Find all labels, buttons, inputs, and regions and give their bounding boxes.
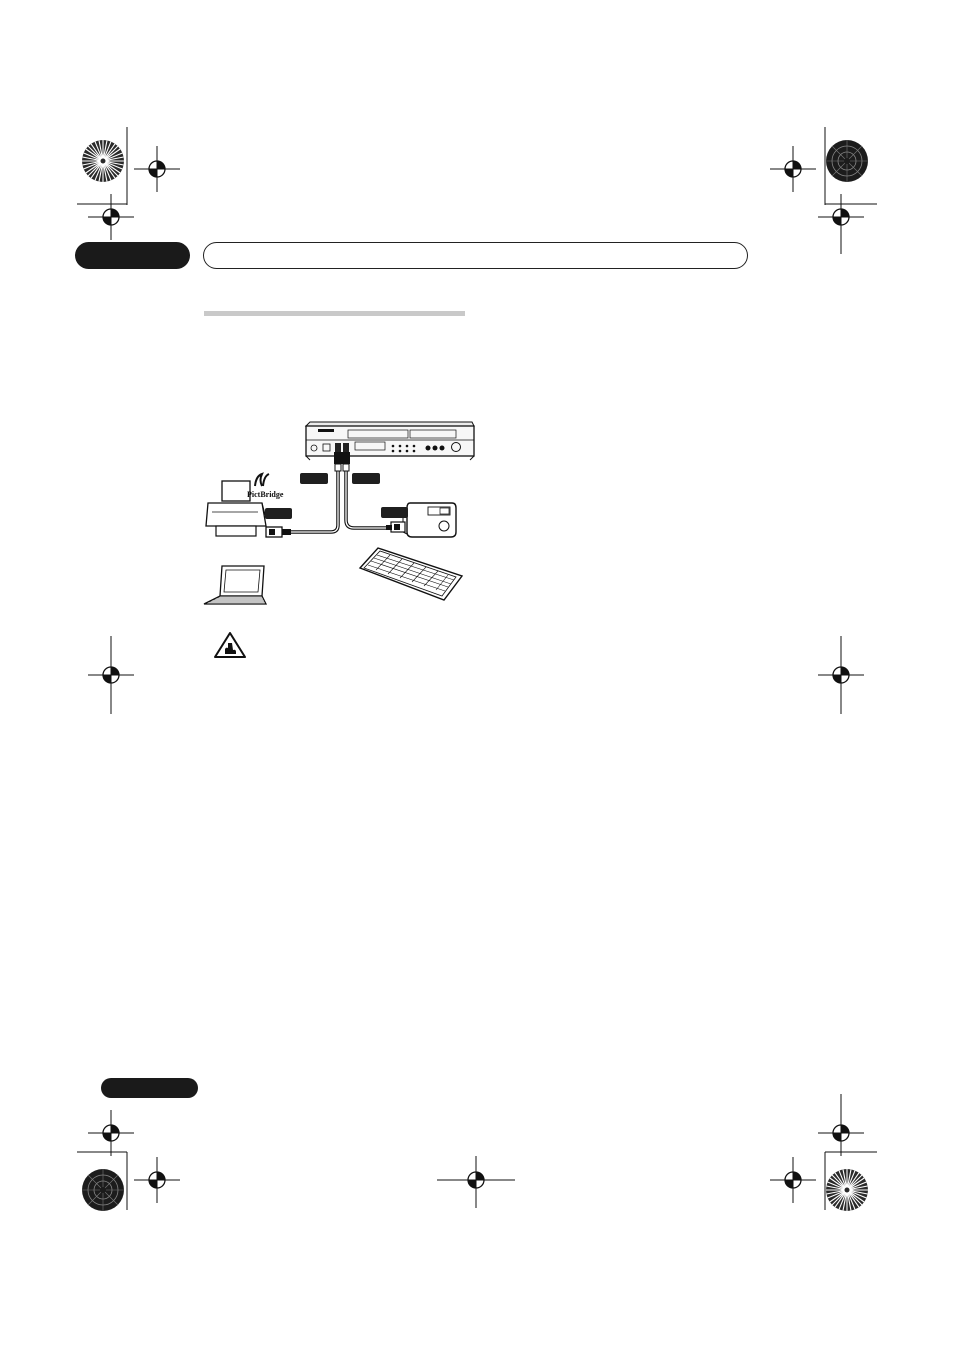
keyboard-device (360, 548, 462, 600)
cable-tag-left (300, 473, 328, 484)
pictbridge-logo (247, 474, 284, 499)
cable-tag-right (352, 473, 380, 484)
recorder-device (306, 422, 474, 460)
laptop-device (204, 566, 266, 604)
important-hand-icon (215, 633, 245, 657)
page-number-tab (101, 1078, 198, 1098)
pictbridge-logo-text: PictBridge (247, 490, 284, 499)
cable-tag-camera (381, 507, 408, 518)
cable-tag-printer (265, 508, 292, 519)
digital-camera-device (403, 503, 456, 537)
